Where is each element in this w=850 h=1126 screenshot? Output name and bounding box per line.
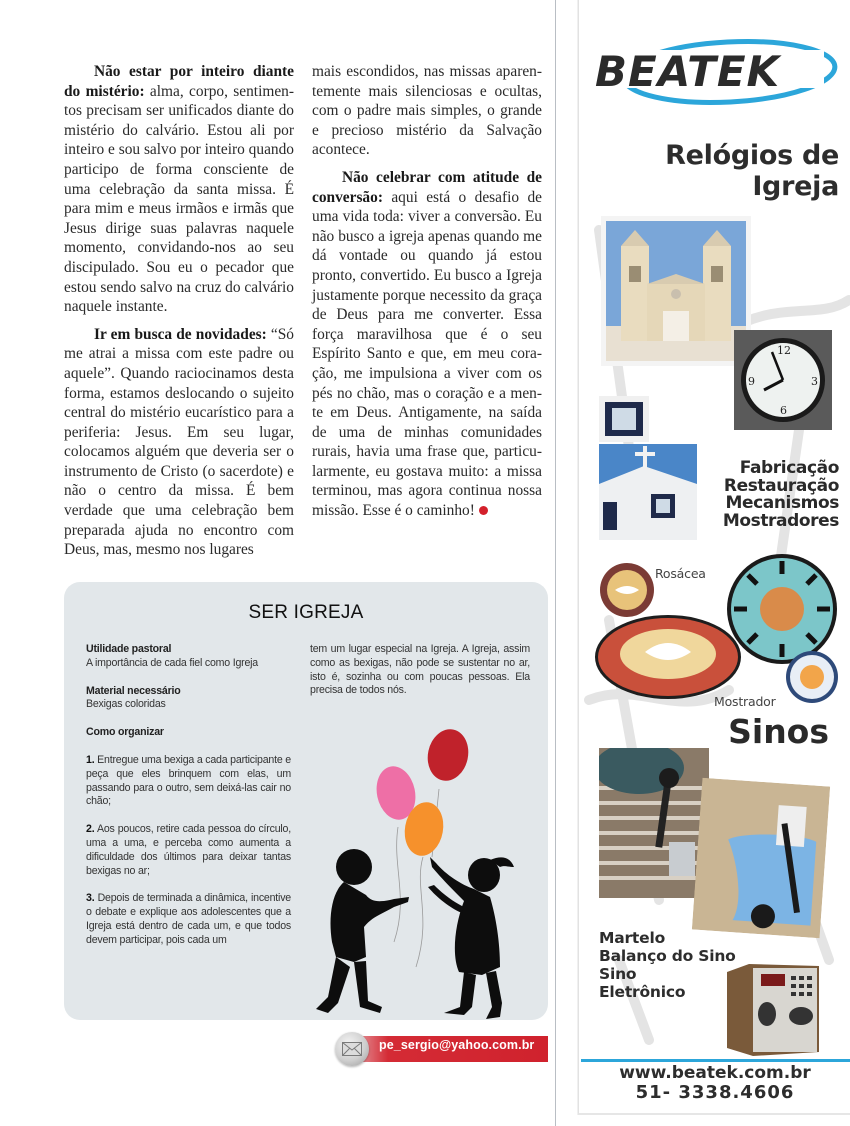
step-2: [86, 823, 291, 878]
author-email-tag: [335, 1032, 548, 1066]
beatek-advertisement: [578, 0, 850, 1115]
rosacea-label: Rosácea: [655, 566, 706, 581]
clock-numeral-6: 6: [780, 404, 787, 417]
services-list: [723, 460, 839, 530]
step-text: Aos poucos, retire cada pessoa do círculo, uma a uma, e perceba como aumenta a dificuldade dos últimos para deixar tantas bexigas no ar;: [86, 823, 291, 877]
red-balloon: [423, 725, 473, 784]
paragraph-lead: Não estar por inteiro diante do mistério:: [64, 63, 294, 100]
clock-numeral-3: 3: [811, 375, 818, 388]
article-column-2: [312, 62, 542, 521]
electronic-bell-device-photo: [727, 964, 819, 1056]
paragraph-body: “Só me atrai a missa com este padre ou aquele”. Quando raciocinamos desta forma, estamos deslocando o sujeito central do mistério eucarístico para a periferia: Jesus. Em seu lugar, colocamos alguém que deveria ser o instrumento de Cristo (o sacerdote) e não o centro da missa. É bem verdade que uma celebração bem preparada ajuda no encontro com Deus, mas, mesmo nos lugares: [64, 325, 294, 559]
clock-photo: [734, 330, 832, 430]
utilidade-section: [86, 643, 291, 671]
utilidade-text: A importância de cada fiel como Igreja: [86, 656, 259, 669]
large-rosacea-image: [593, 612, 743, 702]
boy-silhouette: [316, 849, 409, 1013]
service-item: Restauração: [723, 475, 839, 496]
bell-service-item: Eletrônico: [599, 983, 686, 1001]
paragraph-lead: Não celebrar com atitude de conversão:: [312, 168, 542, 206]
paragraph-body: alma, corpo, sentimentos precisam ser unificados diante do mistério do calvário. Estou ali por inteiro e sou salvo por inteiro quando participo de forma consciente de uma celebração da santa missa. É para mim e meus irmãos e irmãs que Jesus dirige suas palavras naquele momento, convidando-nos ao seu discipulado. Sou eu o pecador que estou sendo salvo na cruz do calvário naquele instante.: [64, 82, 294, 316]
bell-swing-photo: [692, 778, 830, 939]
box-column-2: [310, 643, 530, 698]
square-clock-photo: [599, 396, 649, 442]
small-rosacea-image: [599, 562, 655, 618]
bell-service-item: Balanço do Sino: [599, 947, 736, 965]
bell-hammer-photo: [599, 748, 709, 898]
step-number: 3.: [86, 892, 95, 905]
material-label: Material necessário: [86, 684, 181, 697]
kids-balloons-illustration: [314, 717, 544, 1020]
service-item: Fabricação: [739, 458, 839, 478]
utilidade-label: Utilidade pastoral: [86, 643, 172, 655]
clock-dial-image: [725, 552, 839, 666]
paragraph-body: aqui está o desafio de uma vida toda: viver a conversão. Eu não busco a igreja apenas quando me dá vontade ou quando já estou pronto, convertido. Eu busco a Igreja justamente porque necessito da graça de Deus para me converter. Essa força maravilhosa que é o seu Espírito Santo e que, em meu coração, me impulsiona a viver com os pés no chão, mas o coração e a mente em Deus. Antigamente, na saída de uma de minhas comunidades rurais, havia uma frase que, particularmente, eu gostava muito: a missa terminou, mas agora continua nossa missão. Esse é o caminho!: [312, 188, 542, 520]
step-3: [86, 892, 291, 947]
brand-name: BEATEK: [595, 47, 781, 96]
service-item: Mecanismos: [725, 493, 839, 513]
clock-numeral-12: 12: [777, 344, 791, 357]
box-column-1: [86, 643, 291, 962]
service-item: Mostradores: [722, 510, 839, 531]
ser-igreja-box: [64, 582, 548, 1020]
box-title: SER IGREJA: [248, 602, 364, 623]
step-number: 2.: [86, 823, 95, 836]
material-text: Bexigas coloridas: [86, 698, 166, 711]
como-label: Como organizar: [86, 726, 164, 739]
bell-service-item: Martelo: [599, 929, 666, 947]
tower-photo: [599, 444, 697, 540]
ad-phone: 51- 3338.4606: [635, 1082, 795, 1103]
small-dial-image: [785, 650, 839, 704]
step-number: 1.: [86, 753, 95, 766]
end-of-article-dot-icon: [479, 506, 488, 515]
author-email-link[interactable]: pe_sergio@yahoo.com.br: [379, 1038, 535, 1052]
ad-footer-rule: [581, 1059, 850, 1062]
paragraph-continuation: mais escondidos, nas missas aparentemente mais silenciosas e ocultas, com o padre mais simples, o grande e precioso mistério da Salvação acontece.: [312, 63, 542, 159]
clock-numeral-9: 9: [748, 375, 755, 388]
beatek-logo: [589, 36, 844, 108]
paragraph-lead: Ir em busca de novidades:: [94, 325, 267, 343]
material-section: [86, 685, 291, 713]
paragraph-misterio: [64, 62, 294, 317]
paragraph-novidades: [64, 325, 294, 560]
envelope-icon: [335, 1032, 369, 1066]
sinos-heading: Sinos: [728, 712, 829, 751]
headline-line-2: Igreja: [752, 171, 839, 202]
page-gutter-divider: [555, 0, 556, 1126]
como-section: [86, 726, 291, 740]
church-photo: [601, 216, 751, 366]
bell-service-item: Sino: [599, 965, 637, 983]
girl-silhouette: [428, 857, 514, 1019]
mostrador-label: Mostrador: [714, 694, 776, 709]
step-text: Depois de terminada a dinâmica, incentive o debate e explique aos adolescentes que a Igreja está dentro de cada um, e que todos devem participar, pois cada um: [86, 892, 291, 946]
paragraph-conversao: [312, 168, 542, 521]
step-1: [86, 754, 291, 809]
bell-services-list: [599, 929, 736, 1001]
ad-headline: [665, 140, 839, 202]
step-text: Entregue uma bexiga a cada participante e peça que eles brinquem com elas, um passando para o outro, sem deixá-las cair no chão;: [86, 753, 291, 808]
box-continuation-text: tem um lugar especial na Igreja. A Igreja, assim como as bexigas, não pode se sustentar no ar, isto é, sozinha ou com poucas pessoas. Ela precisa de todos nós.: [310, 643, 530, 697]
ad-website[interactable]: www.beatek.com.br: [619, 1063, 811, 1083]
article-column-1: [64, 62, 294, 560]
headline-line-1: Relógios de: [665, 140, 839, 171]
